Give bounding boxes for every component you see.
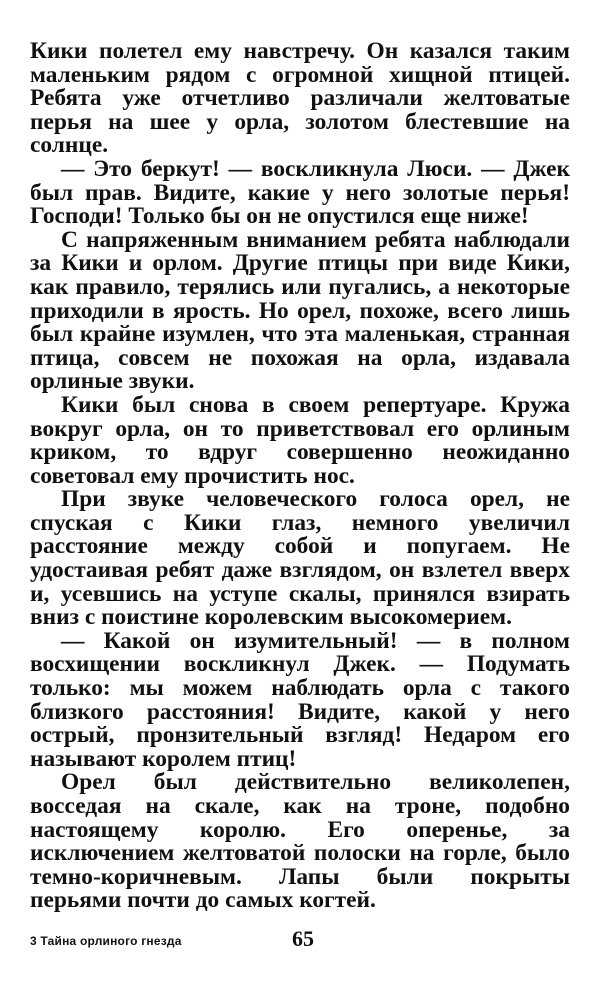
printer-signature: 3 Тайна орлиного гнезда bbox=[30, 934, 182, 948]
paragraph: — Какой он изумительный! — в полном восхищении воскликнул Джек. — Подумать только: мы можем наблюдать орла с такого близкого расстояния! Видите, какой у него острый, пронзительный взгляд! Недаром его называют королем птиц! bbox=[30, 627, 570, 772]
paragraph: Кики был снова в своем репертуаре. Кружа вокруг орла, он то приветствовал его орлиным криком, то вдруг совершенно неожиданно советовал ему прочистить нос. bbox=[30, 391, 570, 489]
page-number: 65 bbox=[292, 926, 314, 951]
paragraph: — Это беркут! — воскликнула Люси. — Джек был прав. Видите, какие у него золотые перья! Господи! Только бы он не опустился еще ниже! bbox=[30, 155, 570, 230]
page-footer bbox=[30, 926, 570, 954]
body-text bbox=[30, 40, 570, 913]
book-page bbox=[30, 40, 570, 913]
paragraph: При звуке человеческого голоса орел, не спуская с Кики глаз, немного увеличил расстояние между собой и попугаем. Не удостаивая ребят даже взглядом, он взлетел вверх и, усевшись на уступе скалы, принялся взирать вниз с поистине королевским высокомерием. bbox=[30, 486, 570, 631]
paragraph: С напряженным вниманием ребята наблюдали за Кики и орлом. Другие птицы при виде Кики, как правило, терялись или пугались, а некоторые приходили в ярость. Но орел, похоже, всего лишь был крайне изумлен, что эта маленькая, странная птица, совсем не похожая на орла, издавала орлиные звуки. bbox=[30, 226, 570, 395]
paragraph: Кики полетел ему навстречу. Он казался таким маленьким рядом с огромной хищной птицей. Ребята уже отчетливо различали желтоватые перья на шее у орла, золотом блестевшие на солнце. bbox=[30, 38, 570, 159]
paragraph: Орел был действительно великолепен, восседая на скале, как на троне, подобно настоящему королю. Его оперенье, за исключением желтоватой полоски на горле, было темно-коричневым. Лапы были покрыты перьями почти до самых когтей. bbox=[30, 769, 570, 914]
